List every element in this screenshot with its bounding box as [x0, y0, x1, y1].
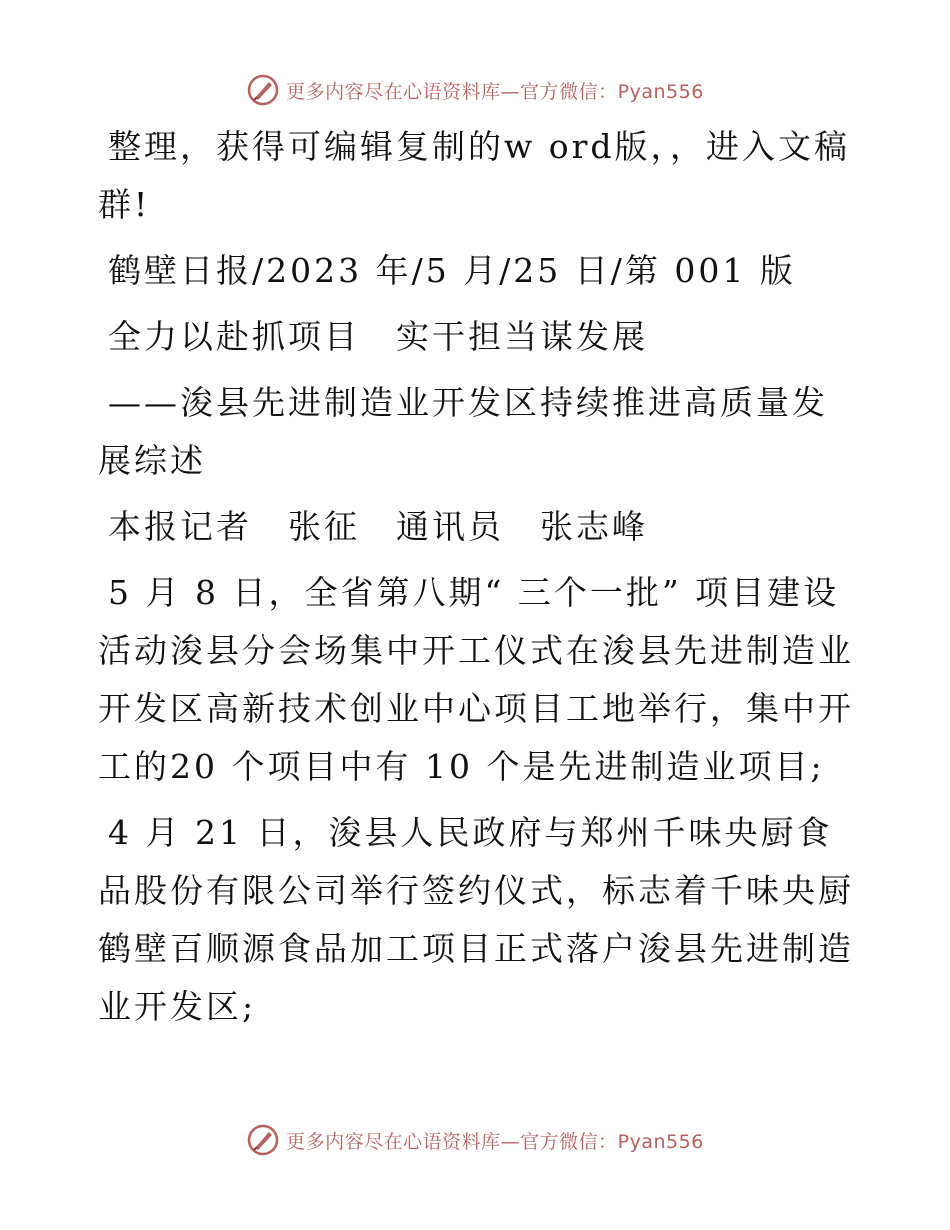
- byline: 本报记者 张征 通讯员 张志峰: [108, 507, 648, 546]
- article-subtitle: ——浚县先进制造业开发区持续推进高质量发展综述: [98, 383, 828, 480]
- feather-pen-logo-icon: [246, 1123, 280, 1157]
- body-paragraph: 5 月 8 日，全省第八期“ 三个一批” 项目建设活动浚县分会场集中开工仪式在浚县先进制造业开发区高新技术创业中心项目工地举行，集中开工的20 个项目中有 10 个是先进制造业项目;: [98, 573, 854, 786]
- header-watermark: [0, 70, 950, 110]
- article-title: 全力以赴抓项目 实干担当谋发展: [108, 317, 648, 356]
- document-body: [98, 118, 854, 1044]
- feather-pen-logo-icon: [246, 73, 280, 107]
- source-line: 鹤壁日报/2023 年/5 月/25 日/第 001 版: [108, 251, 796, 290]
- watermark-text: 更多内容尽在心语资料库—官方微信：Pyan556: [286, 80, 704, 103]
- footer-watermark: [0, 1120, 950, 1160]
- intro-paragraph: 整理，获得可编辑复制的w ord版，，进入文稿群!: [98, 127, 851, 224]
- watermark-text: 更多内容尽在心语资料库—官方微信：Pyan556: [286, 1130, 704, 1153]
- body-paragraph: 4 月 21 日，浚县人民政府与郑州千味央厨食品股份有限公司举行签约仪式，标志着千味央厨鹤壁百顺源食品加工项目正式落户浚县先进制造业开发区;: [98, 813, 854, 1026]
